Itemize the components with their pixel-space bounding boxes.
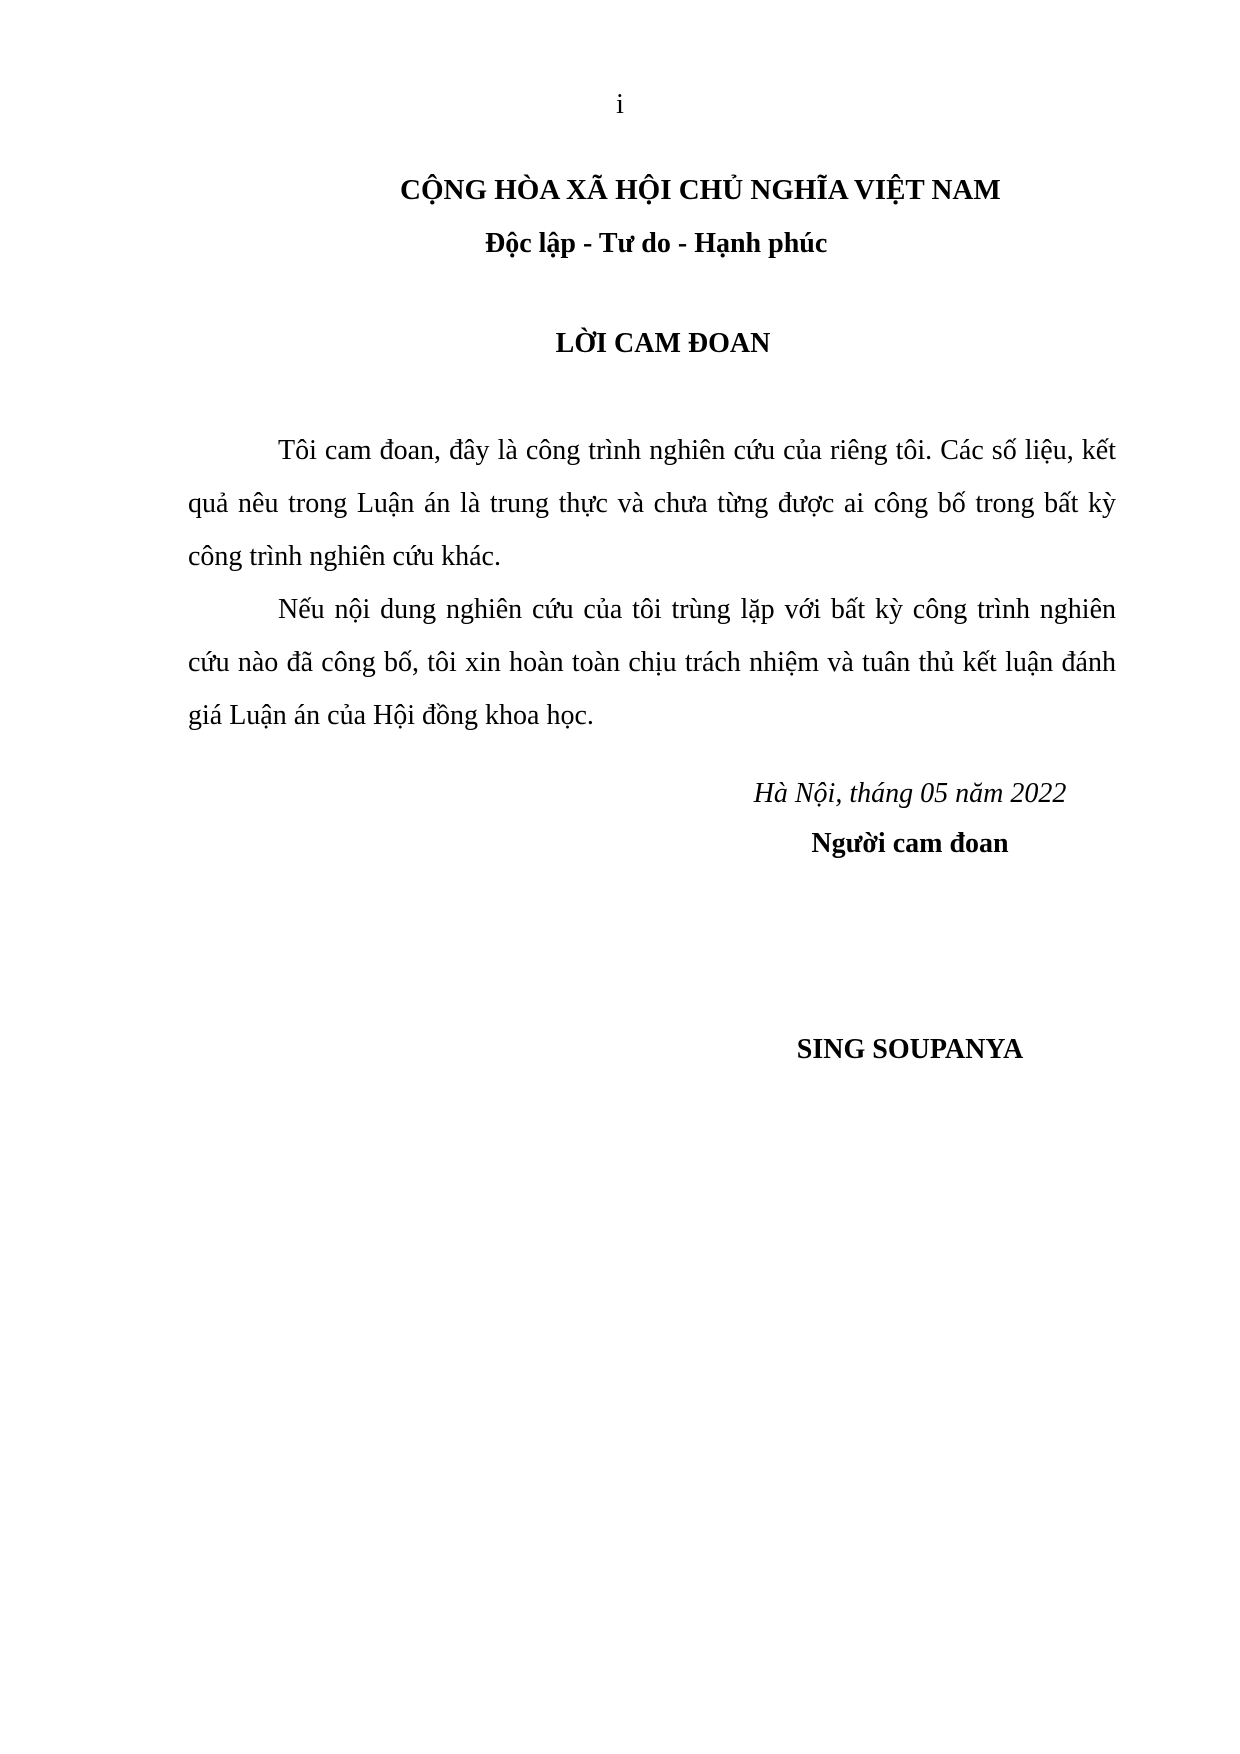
declaration-paragraph-2: Nếu nội dung nghiên cứu của tôi trùng lặp với bất kỳ công trình nghiên cứu nào đã công bố, tôi xin hoàn toàn chịu trách nhiệm và tuân thủ kết luận đánh giá Luận án của Hội đồng khoa học.: [188, 594, 1116, 731]
page-number: i: [616, 89, 624, 120]
national-motto: Độc lập - Tư do - Hạnh phúc: [485, 228, 828, 259]
declaration-paragraph-1: Tôi cam đoan, đây là công trình nghiên cứu của riêng tôi. Các số liệu, kết quả nêu trong Luận án là trung thực và chưa từng được ai công bố trong bất kỳ công trình nghiên cứu khác.: [188, 435, 1116, 572]
place-and-date: Hà Nội, tháng 05 năm 2022: [753, 778, 1067, 809]
declaration-body: [188, 424, 1116, 742]
signer-role: Người cam đoan: [811, 828, 1009, 859]
signer-name: SING SOUPANYA: [796, 1034, 1024, 1065]
document-title: LỜI CAM ĐOAN: [555, 328, 771, 359]
country-name-heading: CỘNG HÒA XÃ HỘI CHỦ NGHĨA VIỆT NAM: [400, 174, 1001, 206]
